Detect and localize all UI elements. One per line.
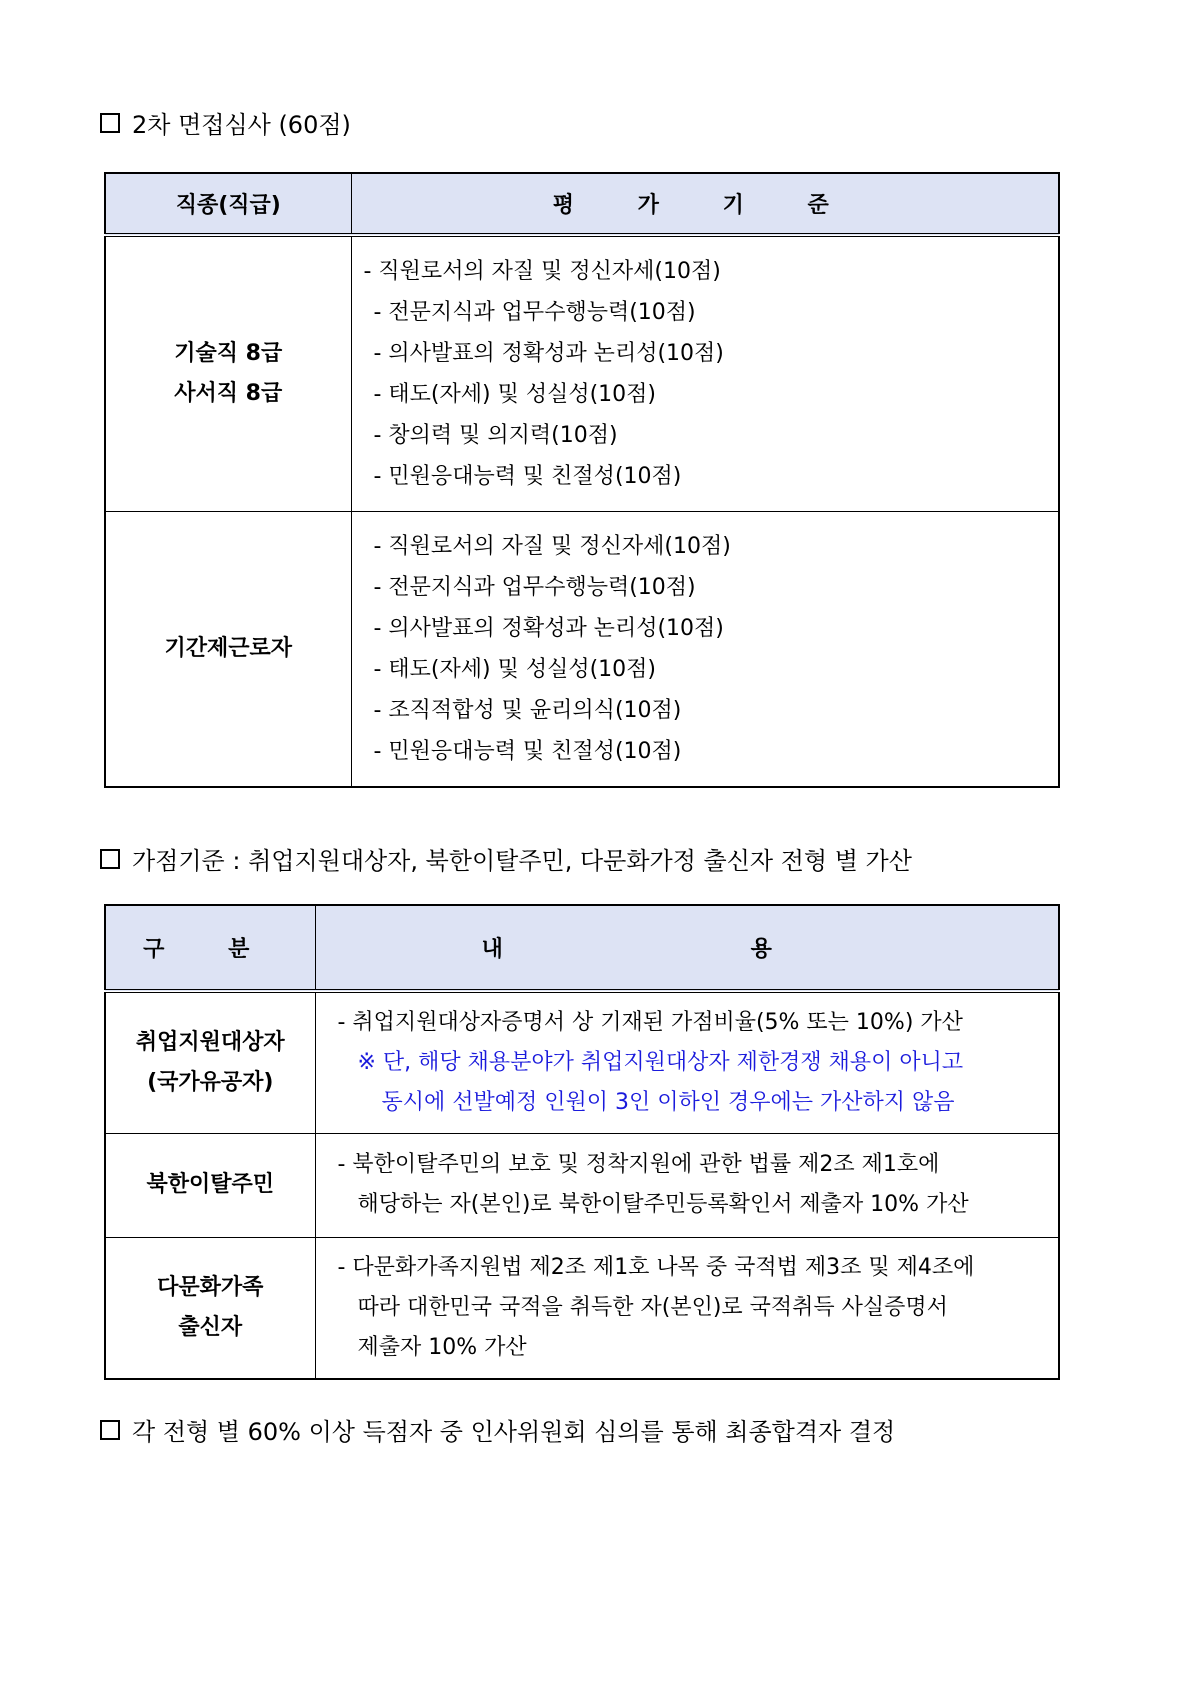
category-line: 사서직 8급: [174, 380, 283, 406]
table-row: [105, 235, 1059, 511]
row-items: [351, 511, 1059, 787]
header-criteria: 평 가 기 준: [351, 173, 1059, 235]
interview-criteria-table: [104, 172, 1060, 788]
category-line: 출신자: [178, 1314, 243, 1340]
checkbox-icon: [100, 1420, 120, 1440]
table-header-row: [105, 905, 1059, 991]
list-item: - 민원응대능력 및 친절성(10점): [373, 738, 682, 764]
row-category: [105, 235, 351, 511]
list-item: - 전문지식과 업무수행능력(10점): [373, 574, 696, 600]
table-row: [105, 991, 1059, 1133]
content-line: 제출자 10% 가산: [357, 1334, 527, 1360]
category-line: 다문화가족: [157, 1274, 264, 1300]
table-row: [105, 1133, 1059, 1237]
category-line: 북한이탈주민: [146, 1172, 274, 1197]
section3-title: 각 전형 별 60% 이상 득점자 중 인사위원회 심의를 통해 최종합격자 결정: [132, 1418, 896, 1446]
content-line: - 취업지원대상자증명서 상 기재된 가점비율(5% 또는 10%) 가산: [337, 1009, 963, 1035]
row-category: [105, 1237, 315, 1379]
bonus-points-table: [104, 904, 1060, 1380]
section2-heading: [100, 841, 912, 876]
section2-title: 가점기준 : 취업지원대상자, 북한이탈주민, 다문화가정 출신자 전형 별 가산: [132, 847, 912, 875]
note-line: ※ 단, 해당 채용분야가 취업지원대상자 제한경쟁 채용이 아니고: [357, 1049, 964, 1075]
list-item: - 조직적합성 및 윤리의식(10점): [373, 697, 682, 723]
content-line: - 다문화가족지원법 제2조 제1호 나목 중 국적법 제3조 및 제4조에: [337, 1254, 975, 1280]
list-item: - 의사발표의 정확성과 논리성(10점): [373, 615, 724, 641]
header-content: 내 용: [315, 905, 1059, 991]
category-line: 기간제근로자: [164, 635, 292, 661]
section1-heading: [100, 105, 351, 140]
category-line: (국가유공자): [147, 1069, 274, 1095]
table-row: [105, 511, 1059, 787]
row-category: [105, 1133, 315, 1237]
list-item: - 의사발표의 정확성과 논리성(10점): [373, 340, 724, 366]
row-content: [315, 1237, 1059, 1379]
row-content: [315, 1133, 1059, 1237]
note-line: 동시에 선발예정 인원이 3인 이하인 경우에는 가산하지 않음: [381, 1089, 955, 1115]
content-line: 해당하는 자(본인)로 북한이탈주민등록확인서 제출자 10% 가산: [357, 1192, 969, 1217]
section3-heading: [100, 1412, 895, 1447]
list-item: - 태도(자세) 및 성실성(10점): [373, 381, 657, 407]
row-category: [105, 511, 351, 787]
row-content: [315, 991, 1059, 1133]
content-line: - 북한이탈주민의 보호 및 정착지원에 관한 법률 제2조 제1호에: [337, 1152, 940, 1177]
checkbox-icon: [100, 849, 120, 869]
header-job-type: 직종(직급): [105, 173, 351, 235]
row-items: [351, 235, 1059, 511]
table-row: [105, 1237, 1059, 1379]
header-category: 구 분: [105, 905, 315, 991]
category-line: 취업지원대상자: [135, 1029, 285, 1055]
row-category: [105, 991, 315, 1133]
list-item: - 직원로서의 자질 및 정신자세(10점): [363, 258, 721, 284]
list-item: - 창의력 및 의지력(10점): [373, 422, 618, 448]
list-item: - 민원응대능력 및 친절성(10점): [373, 463, 682, 489]
checkbox-icon: [100, 113, 120, 133]
table-header-row: [105, 173, 1059, 235]
section1-title: 2차 면접심사 (60점): [132, 111, 351, 139]
category-line: 기술직 8급: [174, 340, 283, 366]
list-item: - 전문지식과 업무수행능력(10점): [373, 299, 696, 325]
list-item: - 직원로서의 자질 및 정신자세(10점): [373, 533, 731, 559]
content-line: 따라 대한민국 국적을 취득한 자(본인)로 국적취득 사실증명서: [357, 1294, 948, 1320]
list-item: - 태도(자세) 및 성실성(10점): [373, 656, 657, 682]
